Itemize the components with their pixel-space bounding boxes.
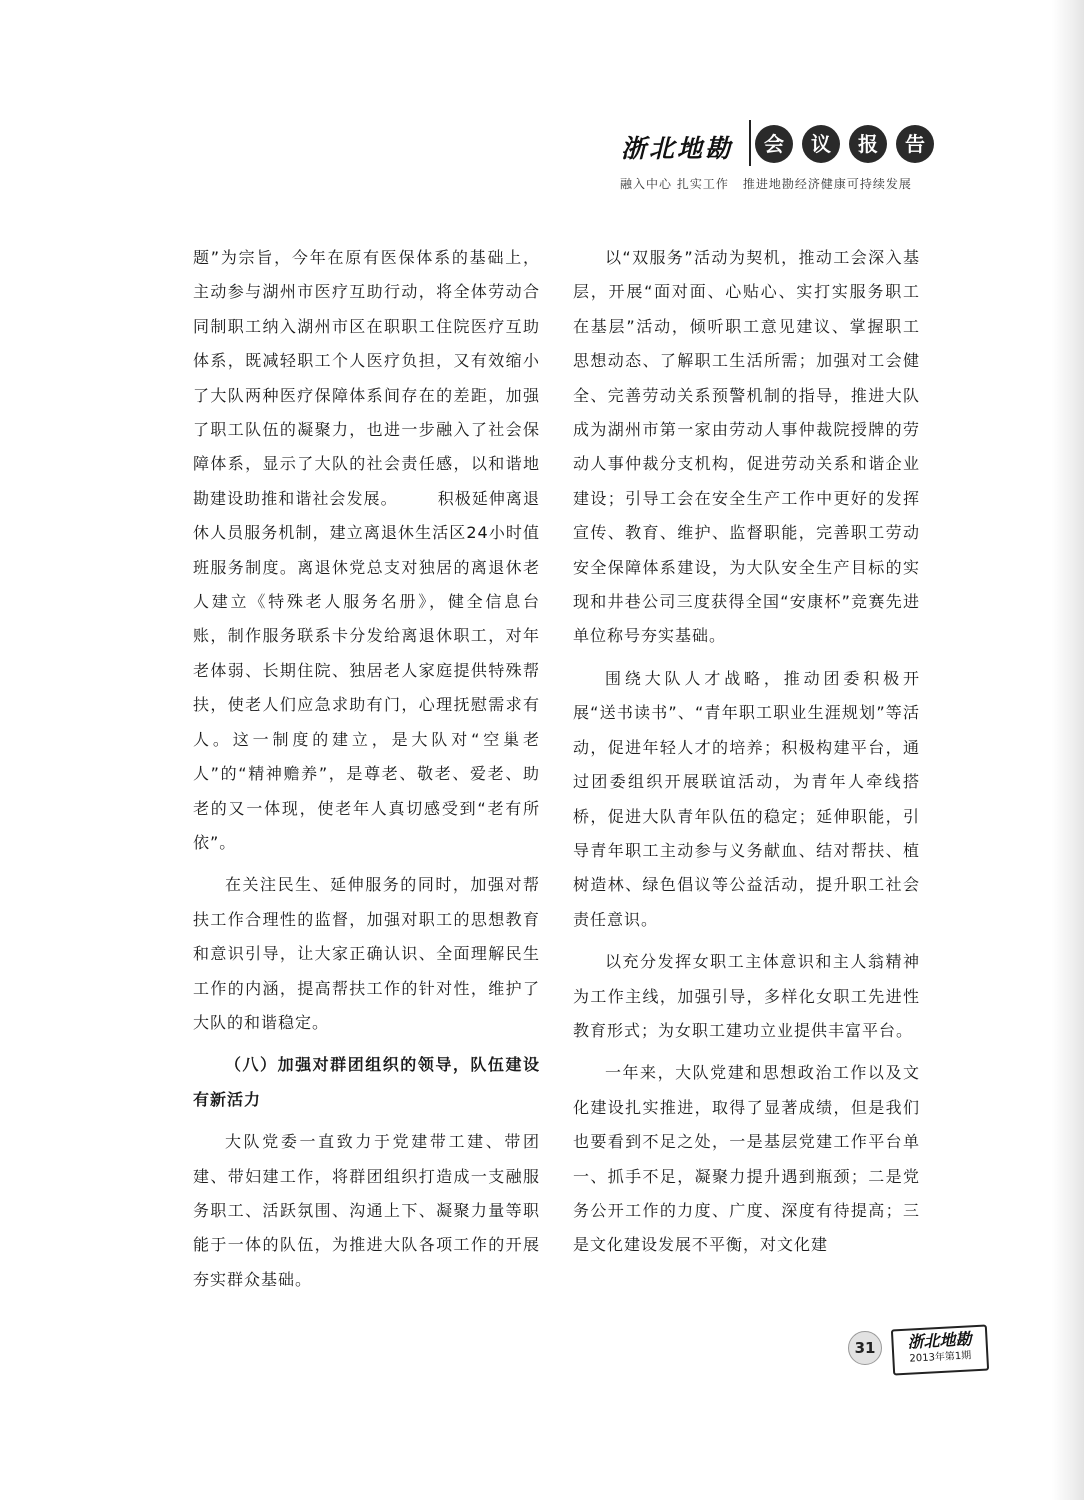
- paragraph: 以“双服务”活动为契机，推动工会深入基层，开展“面对面、心贴心、实打实服务职工在基层”活动，倾听职工意见建议、掌握职工思想动态、了解职工生活所需；加强对工会健全、完善劳动关系预警机制的指导，推进大队成为湖州市第一家由劳动人事仲裁院授牌的劳动人事仲裁分支机构，促进劳动关系和谐企业建设；引导工会在安全生产工作中更好的发挥宣传、教育、维护、监督职能，完善职工劳动安全保障体系建设，为大队安全生产目标的实现和井巷公司三度获得全国“安康杯”竞赛先进单位称号夯实基础。: [573, 248, 920, 646]
- motto-right: 推进地勘经济健康可持续发展: [742, 177, 912, 191]
- magazine-brand: 浙北地勘: [621, 134, 734, 163]
- section-seal-char: 报: [849, 125, 887, 163]
- paragraph: 以充分发挥女职工主体意识和主人翁精神为工作主线，加强引导，多样化女职工先进性教育形式；为女职工建功立业提供丰富平台。: [573, 952, 920, 1040]
- section-heading: （八）加强对群团组织的领导，队伍建设有新活力: [193, 1055, 540, 1109]
- issue-label: 2013年第1期: [909, 1350, 972, 1365]
- magazine-title: 浙北地勘: [907, 1329, 972, 1352]
- paragraph-text: 积极延伸离退休人员服务机制，建立离退休生活区24小时值班服务制度。离退休党总支对独居的离退休老人建立《特殊老人服务名册》，健全信息台账，制作服务联系卡分发给离退休职工，对年老体弱、长期住院、独居老人家庭提供特殊帮扶，使老人们应急求助有门，心理抚慰需求有人。这一制度的建立，是大队对“空巢老人”的“精神赡养”，是尊老、敬老、爱老、助老的又一体现，使老年人真切感受到“老有所依”。: [193, 488, 540, 852]
- right-column: [573, 241, 920, 1271]
- paragraph-text: 题”为宗旨，今年在原有医保体系的基础上，主动参与湖州市医疗互助行动，将全体劳动合同制职工纳入湖州市区在职职工住院医疗互助体系，既减轻职工个人医疗负担，又有效缩小了大队两种医疗保障体系间存在的差距，加强了职工队伍的凝聚力，也进一步融入了社会保障体系，显示了大队的社会责任感，以和谐地勘建设助推和谐社会发展。: [193, 248, 540, 508]
- header-divider: [749, 120, 751, 166]
- paragraph: 围绕大队人才战略，推动团委积极开展“送书读书”、“青年职工职业生涯规划”等活动，促进年轻人才的培养；积极构建平台，通过团委组织开展联谊活动，为青年人牵线搭桥，促进大队青年队伍的稳定；延伸职能，引导青年职工主动参与义务献血、结对帮扶、植树造林、绿色倡议等公益活动，提升职工社会责任意识。: [573, 668, 920, 929]
- section-title: [755, 125, 935, 167]
- paragraph: 在关注民生、延伸服务的同时，加强对帮扶工作合理性的监督，加强对职工的思想教育和意识引导，让大家正确认识、全面理解民生工作的内涵，提高帮扶工作的针对性，维护了大队的和谐稳定。: [193, 875, 540, 1032]
- paragraph: [193, 241, 540, 860]
- paragraph: 一年来，大队党建和思想政治工作以及文化建设扎实推进，取得了显著成绩，但是我们也要看到不足之处，一是基层党建工作平台单一、抓手不足，凝聚力提升遇到瓶颈；二是党务公开工作的力度、广度、深度有待提高；三是文化建设发展不平衡，对文化建: [573, 1063, 920, 1255]
- magazine-issue-tag: [891, 1325, 989, 1376]
- section-seal-char: 会: [755, 125, 793, 163]
- header-motto: [620, 175, 935, 192]
- paragraph: 大队党委一直致力于党建带工建、带团建、带妇建工作，将群团组织打造成一支融服务职工、活跃氛围、沟通上下、凝聚力量等职能于一体的队伍，为推进大队各项工作的开展夯实群众基础。: [193, 1132, 540, 1289]
- page-edge-shadow: [1052, 0, 1084, 1500]
- left-column: [193, 241, 540, 1305]
- motto-left: 融入中心 扎实工作: [620, 177, 729, 191]
- section-seal-char: 议: [802, 125, 840, 163]
- section-seal-char: 告: [896, 125, 934, 163]
- page-number: 31: [848, 1331, 882, 1365]
